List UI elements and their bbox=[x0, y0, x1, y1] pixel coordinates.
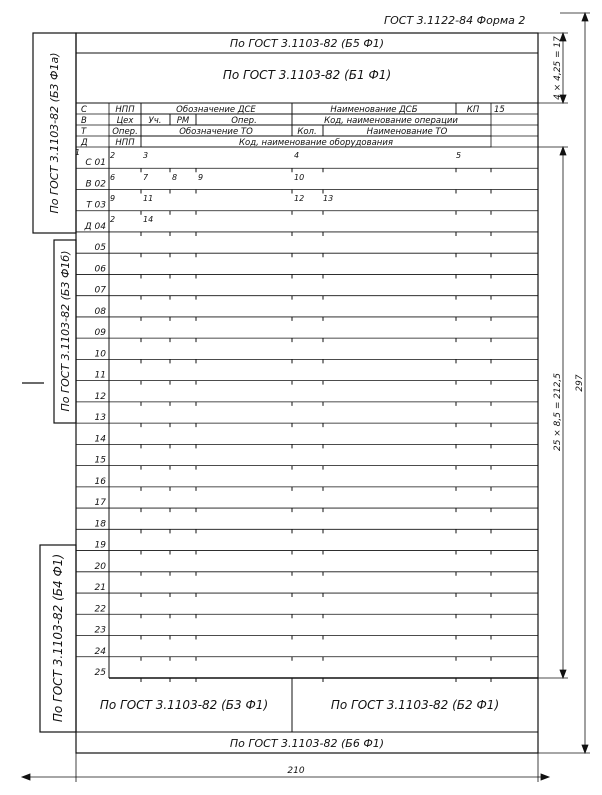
header-letter-t: Т bbox=[81, 127, 87, 137]
row-number: 17 bbox=[94, 498, 106, 509]
row-number: 25 bbox=[94, 668, 106, 678]
marker: 13 bbox=[323, 194, 334, 203]
arrow bbox=[582, 745, 588, 753]
header-to-name: Наименование ТО bbox=[366, 127, 448, 137]
row-number: 23 bbox=[94, 625, 106, 636]
row-number: Т 03 bbox=[86, 200, 106, 211]
left-block-mid-label: По ГОСТ 3.1103-82 (Б3 Ф1б) bbox=[59, 250, 72, 412]
marker: 1 bbox=[75, 148, 81, 157]
dim-right-mid: 25 × 8,5 = 212,5 bbox=[553, 372, 563, 452]
header-equipment: Код, наименование оборудования bbox=[239, 138, 393, 148]
header-workshop: Цех bbox=[116, 116, 134, 126]
marker: 9 bbox=[110, 194, 116, 203]
marker: 5 bbox=[456, 151, 462, 160]
marker: 3 bbox=[143, 151, 149, 160]
header-to-designation: Обозначение ТО bbox=[179, 127, 253, 137]
marker: 9 bbox=[198, 173, 204, 182]
marker: 14 bbox=[143, 215, 154, 224]
row-number: 08 bbox=[94, 306, 106, 317]
marker: 8 bbox=[172, 173, 178, 182]
row-number: 24 bbox=[94, 646, 106, 657]
marker: 2 bbox=[110, 151, 116, 160]
arrow bbox=[541, 774, 549, 780]
row-number: 10 bbox=[94, 349, 106, 360]
row-number: 22 bbox=[94, 604, 106, 615]
header-kp: КП bbox=[466, 105, 480, 115]
header-workplace: РМ bbox=[176, 116, 190, 126]
header-operation-name: Код, наименование операции bbox=[324, 116, 458, 126]
row-number: 07 bbox=[94, 285, 106, 296]
dim-bottom: 210 bbox=[287, 766, 305, 776]
row-number: 19 bbox=[94, 540, 106, 551]
header-oper: Опер. bbox=[112, 127, 138, 137]
header-letter-d: Д bbox=[81, 138, 88, 148]
header-npp-d: НПП bbox=[115, 138, 135, 148]
header-operation: Опер. bbox=[231, 116, 257, 126]
header-section: Уч. bbox=[148, 116, 162, 126]
marker: 10 bbox=[294, 173, 305, 182]
header-quantity: Кол. bbox=[297, 127, 317, 137]
arrow bbox=[582, 13, 588, 21]
row-number: 15 bbox=[94, 455, 106, 466]
block-b3: По ГОСТ 3.1103-82 (Б3 Ф1) bbox=[99, 698, 269, 712]
header-npp: НПП bbox=[115, 105, 135, 115]
row-number: В 02 bbox=[85, 179, 106, 190]
header-dse-designation: Обозначение ДСЕ bbox=[176, 105, 256, 115]
block-b6: По ГОСТ 3.1103-82 (Б6 Ф1) bbox=[229, 737, 385, 750]
block-b1: По ГОСТ 3.1103-82 (Б1 Ф1) bbox=[222, 68, 392, 82]
arrow bbox=[560, 147, 566, 155]
header-letter-b: В bbox=[81, 116, 87, 126]
row-number: 16 bbox=[94, 476, 106, 487]
dim-right-top: 4 × 4,25 = 17 bbox=[553, 36, 563, 100]
marker: 11 bbox=[143, 194, 154, 203]
row-number: Д 04 bbox=[84, 221, 106, 232]
marker: 4 bbox=[294, 151, 300, 160]
block-b2: По ГОСТ 3.1103-82 (Б2 Ф1) bbox=[330, 698, 500, 712]
row-number: 14 bbox=[94, 434, 106, 445]
table-rows bbox=[76, 158, 538, 682]
left-block-top-label: По ГОСТ 3.1103-82 (Б3 Ф1а) bbox=[48, 52, 61, 214]
dim-right-full: 297 bbox=[575, 374, 585, 392]
marker: 12 bbox=[294, 194, 305, 203]
row-number: 21 bbox=[94, 583, 106, 594]
arrow bbox=[560, 670, 566, 678]
row-number: 20 bbox=[94, 561, 106, 572]
marker: 7 bbox=[143, 173, 149, 182]
row-number: 12 bbox=[94, 391, 106, 402]
arrow bbox=[22, 774, 30, 780]
marker: 6 bbox=[110, 173, 116, 182]
header-dsb-name: Наименование ДСБ bbox=[330, 105, 418, 115]
marker-15: 15 bbox=[494, 105, 505, 115]
block-b5: По ГОСТ 3.1103-82 (Б5 Ф1) bbox=[229, 37, 385, 50]
row-number: 18 bbox=[94, 519, 106, 530]
marker: 2 bbox=[110, 215, 116, 224]
form-title: ГОСТ 3.1122-84 Форма 2 bbox=[384, 14, 526, 27]
row-number: 13 bbox=[94, 413, 106, 424]
row-number: 06 bbox=[94, 264, 106, 275]
header-letter-c: С bbox=[81, 105, 87, 115]
row-number: 09 bbox=[94, 328, 106, 339]
left-block-bottom-label: По ГОСТ 3.1103-82 (Б4 Ф1) bbox=[51, 553, 65, 723]
row-number: 11 bbox=[94, 370, 106, 381]
row-number: С 01 bbox=[85, 158, 106, 169]
row-number: 05 bbox=[94, 243, 106, 254]
